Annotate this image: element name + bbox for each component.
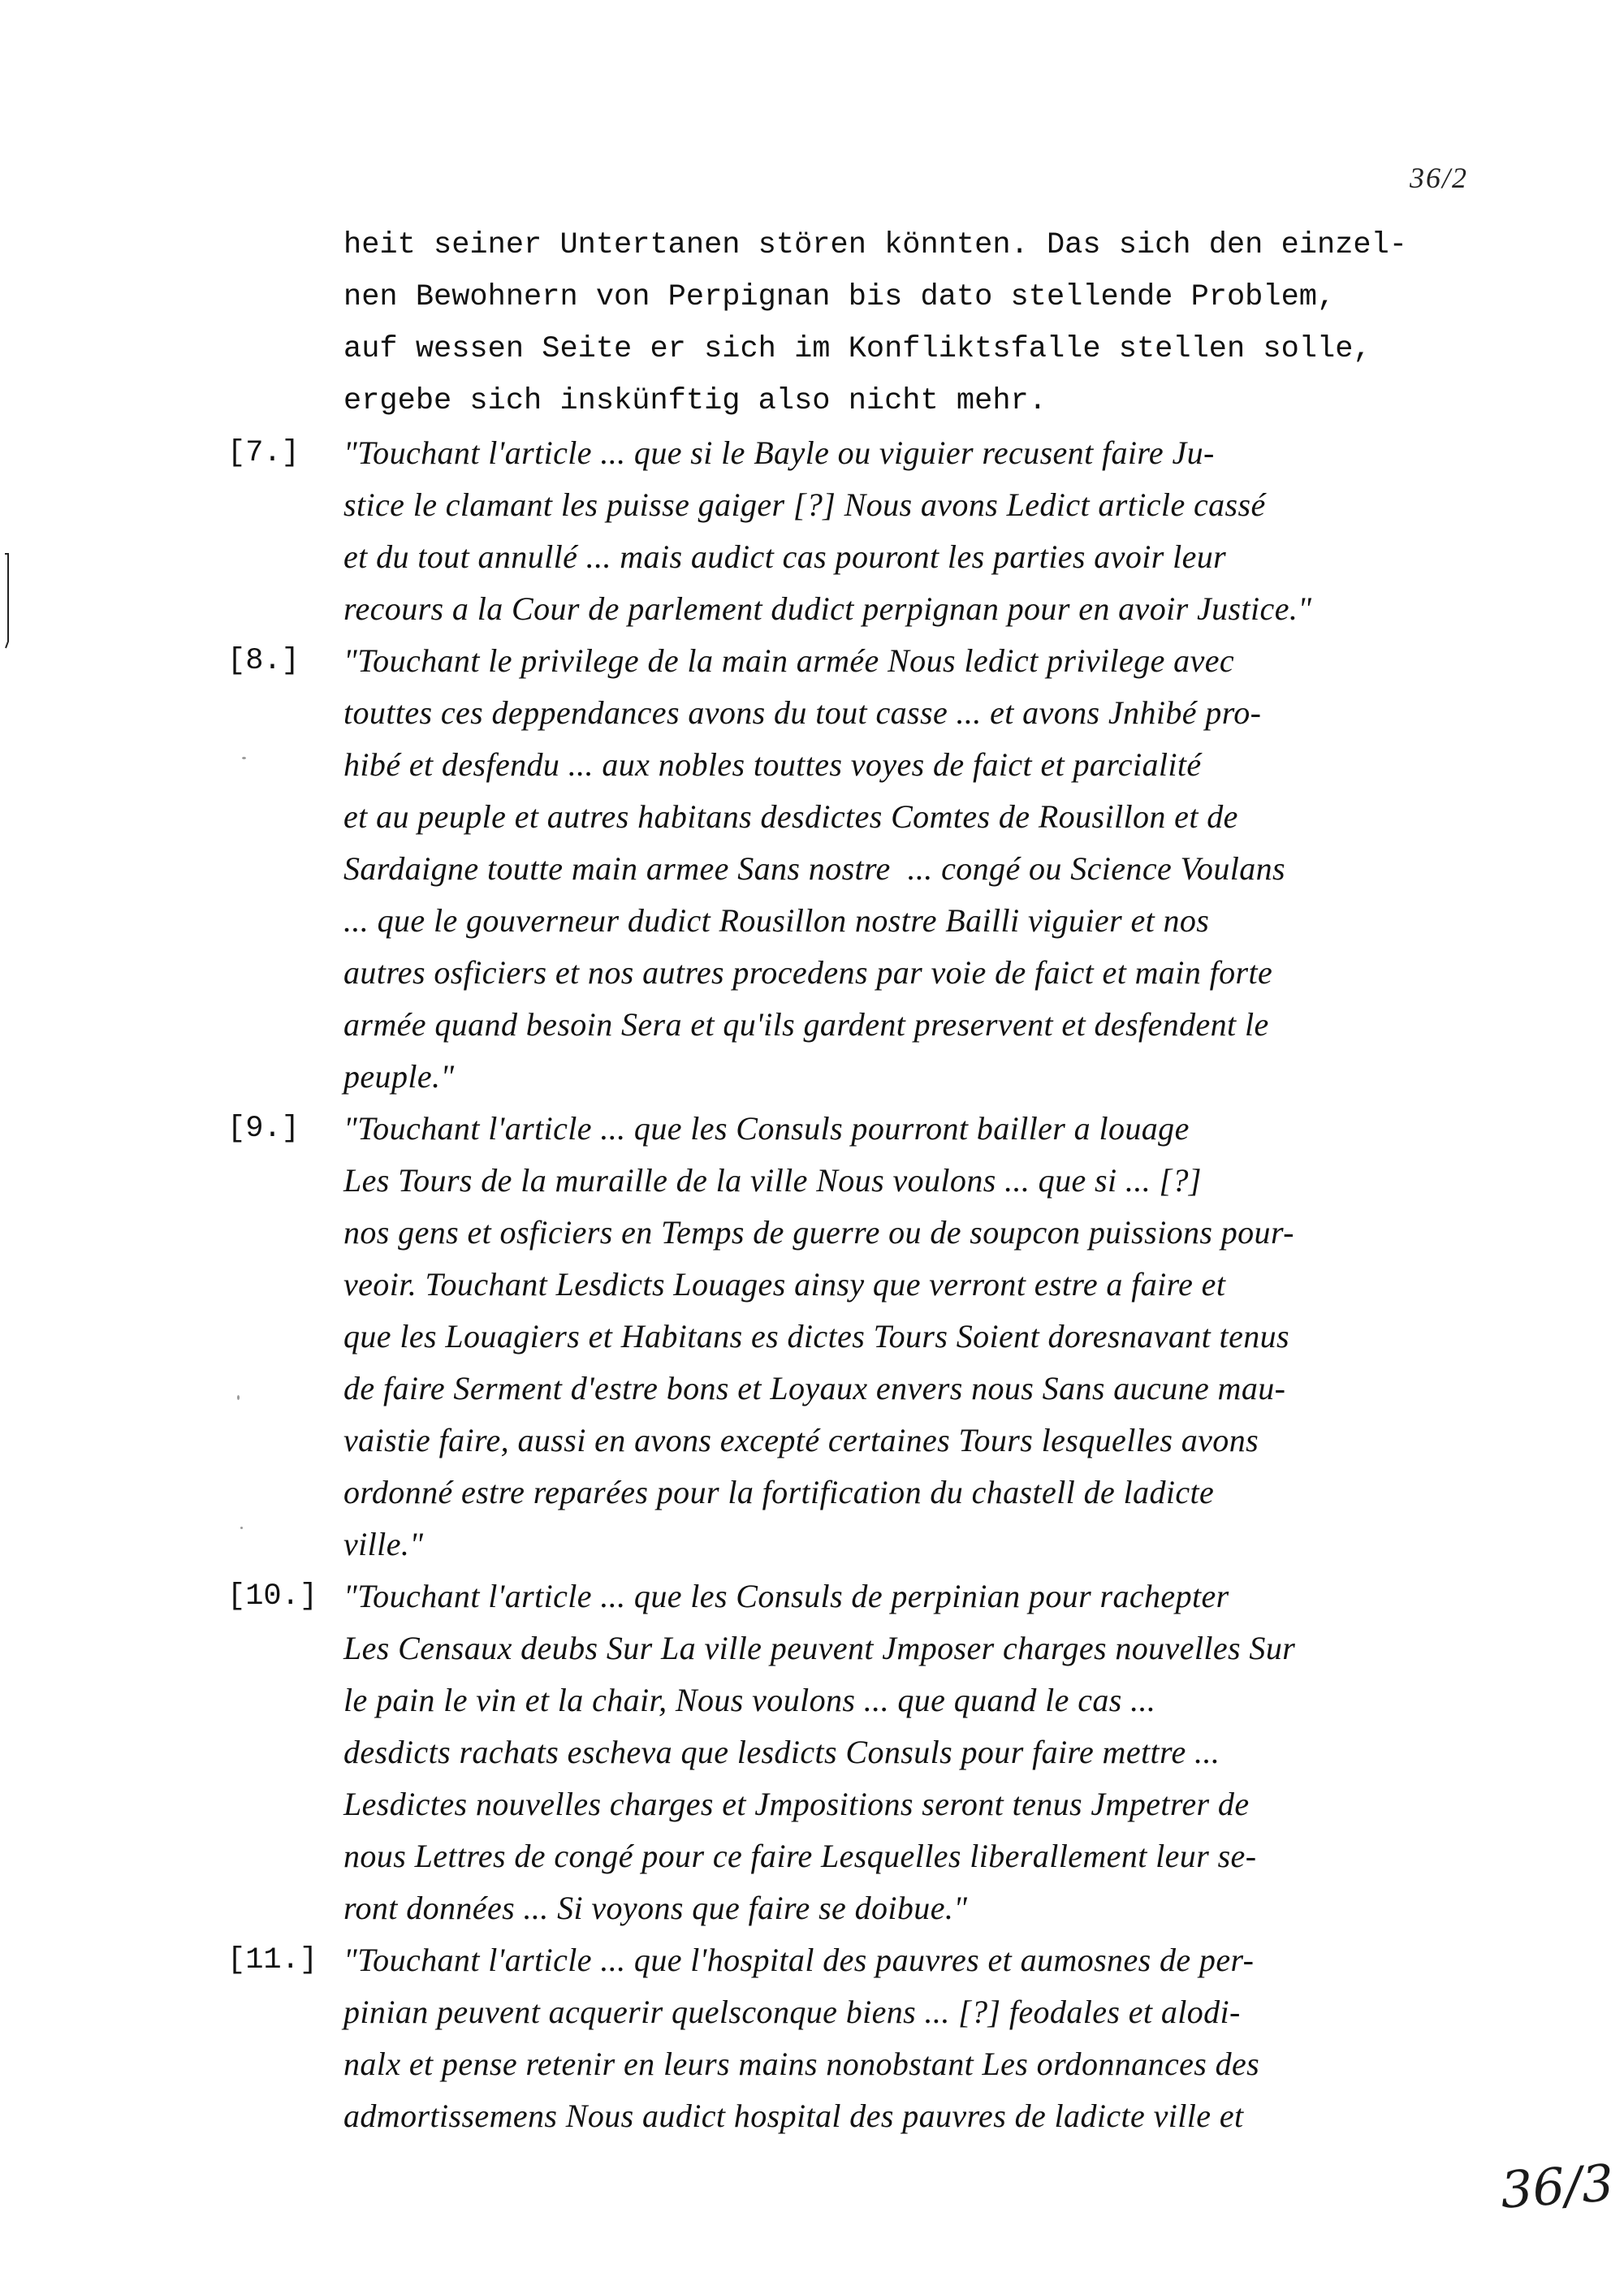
quote-line: admortissemens Nous audict hospital des pauvres de ladicte ville et xyxy=(343,2098,1244,2134)
quote-line: Les Censaux deubs Sur La ville peuvent Jmposer charges nouvelles Sur xyxy=(343,1630,1296,1666)
quote-line: armée quand besoin Sera et qu'ils gardent preservent et desfendent le xyxy=(343,1006,1269,1043)
scan-speck xyxy=(242,757,246,759)
section-label: [10.] xyxy=(227,1579,318,1614)
quote-line: "Touchant l'article ... que l'hospital des pauvres et aumosnes de per- xyxy=(343,1942,1255,1978)
scan-speck xyxy=(237,1395,240,1400)
quote-line: de faire Serment d'estre bons et Loyaux envers nous Sans aucune mau- xyxy=(343,1370,1286,1406)
quote-line: stice le clamant les puisse gaiger [?] Nous avons Ledict article cassé xyxy=(343,486,1266,523)
quote-line: et au peuple et autres habitans desdictes Comtes de Rousillon et de xyxy=(343,798,1238,835)
intro-line: auf wessen Seite er sich im Konfliktsfalle stellen solle, xyxy=(343,332,1371,366)
quote-line: Sardaigne toutte main armee Sans nostre ... congé ou Science Voulans xyxy=(343,850,1286,887)
quote-line: touttes ces deppendances avons du tout casse ... et avons Jnhibé pro- xyxy=(343,694,1262,731)
quote-line: ront données ... Si voyons que faire se doibue." xyxy=(343,1890,968,1926)
quote-line: nos gens et osficiers en Temps de guerre ou de soupcon puissions pour- xyxy=(343,1214,1294,1251)
page-number: 36/2 xyxy=(1410,162,1469,194)
quote-line: le pain le vin et la chair, Nous voulons ... que quand le cas ... xyxy=(343,1682,1156,1718)
section-label: [8.] xyxy=(227,644,300,678)
quote-line: desdicts rachats escheva que lesdicts Consuls pour faire mettre ... xyxy=(343,1734,1220,1770)
quote-line: "Touchant le privilege de la main armée Nous ledict privilege avec xyxy=(343,642,1235,679)
quote-line: que les Louagiers et Habitans es dictes Tours Soient doresnavant tenus xyxy=(343,1318,1289,1355)
quote-line: autres osficiers et nos autres procedens par voie de faict et main forte xyxy=(343,954,1273,991)
scan-speck xyxy=(240,1527,243,1529)
section-label: [7.] xyxy=(227,436,300,470)
quote-line: "Touchant l'article ... que si le Bayle ou viguier recusent faire Ju- xyxy=(343,434,1215,471)
margin-bracket-mark xyxy=(3,552,11,650)
quote-line: ... que le gouverneur dudict Rousillon nostre Bailli viguier et nos xyxy=(343,902,1210,939)
intro-line: heit seiner Untertanen stören könnten. Das sich den einzel- xyxy=(343,228,1408,262)
quote-line: Lesdictes nouvelles charges et Jmpositions seront tenus Jmpetrer de xyxy=(343,1786,1250,1822)
quote-line: "Touchant l'article ... que les Consuls pourront bailler a louage xyxy=(343,1110,1190,1147)
intro-line: nen Bewohnern von Perpignan bis dato stellende Problem, xyxy=(343,280,1336,314)
body-text xyxy=(343,219,1529,2142)
quote-line: et du tout annullé ... mais audict cas pouront les parties avoir leur xyxy=(343,538,1227,575)
quote-line: ordonné estre reparées pour la fortification du chastell de ladicte xyxy=(343,1474,1215,1510)
quote-line: veoir. Touchant Lesdicts Louages ainsy que verront estre a faire et xyxy=(343,1266,1226,1303)
section-label: [9.] xyxy=(227,1112,300,1146)
quote-line: "Touchant l'article ... que les Consuls de perpinian pour rachepter xyxy=(343,1578,1229,1614)
handwritten-page-number: 36/3 xyxy=(1498,2153,1616,2220)
quote-line: nalx et pense retenir en leurs mains nonobstant Les ordonnances des xyxy=(343,2046,1260,2082)
quote-line: peuple." xyxy=(343,1058,455,1095)
section-label: [11.] xyxy=(227,1943,318,1977)
intro-line: ergebe sich inskünftig also nicht mehr. xyxy=(343,384,1047,418)
quote-line: Les Tours de la muraille de la ville Nous voulons ... que si ... [?] xyxy=(343,1162,1202,1199)
quote-line: recours a la Cour de parlement dudict perpignan pour en avoir Justice." xyxy=(343,590,1312,627)
quote-line: pinian peuvent acquerir quelsconque biens ... [?] feodales et alodi- xyxy=(343,1994,1241,2030)
quote-line: nous Lettres de congé pour ce faire Lesquelles liberallement leur se- xyxy=(343,1838,1257,1874)
quote-line: ville." xyxy=(343,1526,424,1562)
quote-line: hibé et desfendu ... aux nobles touttes voyes de faict et parcialité xyxy=(343,746,1202,783)
quote-line: vaistie faire, aussi en avons excepté certaines Tours lesquelles avons xyxy=(343,1422,1259,1458)
